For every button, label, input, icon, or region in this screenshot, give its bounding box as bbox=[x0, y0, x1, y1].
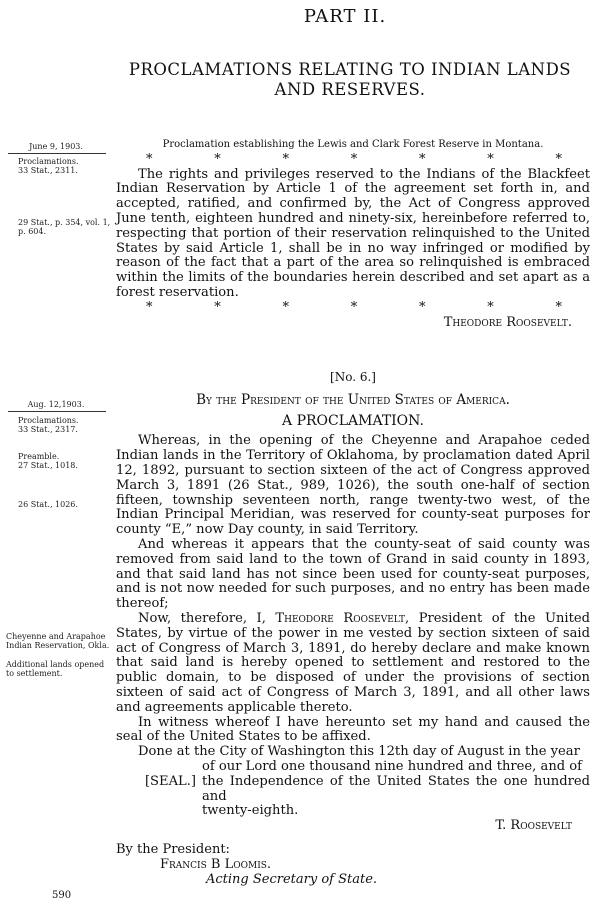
star: * bbox=[487, 151, 494, 167]
acting-secretary-title: Acting Secretary of State. bbox=[206, 872, 378, 887]
star: * bbox=[419, 151, 426, 167]
star: * bbox=[350, 151, 358, 167]
now-therefore-rest: , President of the United States, by virtue of the power in me vested by section sixteen of said act of Congress of March 3, 1891, do hereby declare and make known that said land is hereby opened to settlement and restored to the public domain, to be disposed of under the provisions of section sixteen of said act of Congress of March 3, 1891, and all other laws and agreements applicable thereto. bbox=[116, 610, 590, 715]
margin-additional-lands: Additional lands opened to settlement. bbox=[6, 660, 105, 678]
margin-ref-1: 29 Stat., p. 354, vol. 1, p. 604. bbox=[18, 218, 111, 236]
margin-proclamations-1: Proclamations. bbox=[18, 157, 79, 166]
seal-mark: [SEAL.] bbox=[144, 773, 196, 789]
done-at-line: Done at the City of Washington this 12th day of August in the year bbox=[138, 744, 580, 760]
section-forest-reserve bbox=[116, 138, 590, 330]
margin-preamble-ref: 27 Stat., 1018. bbox=[18, 461, 78, 470]
section-caption: Proclamation establishing the Lewis and Clark Forest Reserve in Montana. bbox=[162, 139, 544, 150]
margin-26-stat: 26 Stat., 1026. bbox=[18, 500, 78, 509]
margin-stat-2: 33 Stat., 2317. bbox=[18, 425, 78, 434]
star: * bbox=[555, 151, 562, 167]
now-therefore-paragraph bbox=[116, 612, 590, 716]
seal-line bbox=[116, 775, 590, 805]
signature-roosevelt-2: T. Roosevelt bbox=[495, 818, 572, 834]
asterism-bottom bbox=[116, 301, 590, 316]
star: * bbox=[350, 299, 358, 315]
star: * bbox=[419, 299, 426, 315]
by-the-president-heading: By the President of the United States of America. bbox=[196, 391, 510, 408]
margin-rule-2 bbox=[8, 411, 106, 412]
star: * bbox=[214, 151, 221, 167]
margin-stat-1: 33 Stat., 2311. bbox=[18, 166, 78, 175]
margin-cheyenne: Cheyenne and Arapahoe Indian Reservation, Okla. bbox=[6, 632, 110, 650]
star: * bbox=[487, 299, 494, 315]
star: * bbox=[282, 151, 289, 167]
and-whereas-paragraph: And whereas it appears that the county-seat of said county was removed from said land to the town of Grand in said county in 1893, and that said land has not since been used for county-seat purposes, and is not now needed for such purposes, and no entry has been made thereof; bbox=[116, 536, 590, 612]
proclamation-number: [No. 6.] bbox=[330, 370, 376, 384]
section-proclamation-6 bbox=[116, 370, 590, 834]
in-witness-paragraph: In witness whereof I have hereunto set my hand and caused the seal of the United States to be affixed. bbox=[116, 714, 590, 745]
done-at-line-2: of our Lord one thousand nine hundred and three, and of bbox=[202, 758, 583, 774]
star: * bbox=[146, 299, 153, 315]
margin-preamble: Preamble. bbox=[18, 452, 60, 461]
margin-date-aug: Aug. 12,1903. bbox=[27, 400, 85, 409]
main-title: PROCLAMATIONS RELATING TO INDIAN LANDS AND RESERVES. bbox=[128, 60, 572, 99]
margin-date-june: June 9, 1903. bbox=[29, 142, 83, 151]
now-therefore-start: Now, therefore, I, bbox=[138, 610, 276, 626]
by-the-president-line: By the President: bbox=[116, 842, 230, 857]
signature-roosevelt-1: Theodore Roosevelt. bbox=[443, 314, 572, 330]
a-proclamation-heading: A PROCLAMATION. bbox=[282, 412, 424, 429]
done-at-line-4: twenty-eighth. bbox=[202, 803, 299, 819]
president-name: Theodore Roosevelt bbox=[275, 610, 406, 626]
page-number: 590 bbox=[52, 890, 72, 901]
star: * bbox=[555, 299, 562, 315]
asterism-top bbox=[116, 153, 590, 168]
forest-reserve-paragraph: The rights and privileges reserved to the Indians of the Blackfeet Indian Reservation by Article 1 of the agreement set forth in, and accepted, ratified, and confirmed by, the Act of Congress approved June tenth, eighteen hundred and ninety-six, hereinbefore referred to, respecting that portion of their reservation relinquished to the United States by said Article 1, shall be in no way infringed or modified by reason of the fact that a part of the area so relinquished is embraced within the limits of the boundaries herein described and set apart as a forest reservation. bbox=[116, 166, 590, 300]
whereas-paragraph: Whereas, in the opening of the Cheyenne and Arapahoe ceded Indian lands in the Territory of Oklahoma, by proclamation dated April 12, 1892, pursuant to section sixteen of the act of Congress approved March 3, 1891 (26 Stat., 989, 1026), the south one-half of section fifteen, township seventeen north, range twenty-two west, of the Indian Principal Meridian, was reserved for county-seat purposes for county “E,” now Day county, in said Territory. bbox=[116, 433, 590, 538]
margin-rule-1 bbox=[8, 153, 106, 154]
star: * bbox=[282, 299, 289, 315]
part-title: PART II. bbox=[303, 6, 387, 27]
done-at-line-3: the Independence of the United States the one hundred and bbox=[202, 773, 590, 804]
margin-proclamations-2: Proclamations. bbox=[18, 416, 79, 425]
star: * bbox=[146, 151, 153, 167]
star: * bbox=[214, 299, 221, 315]
loomis-name: Francis B Loomis. bbox=[160, 857, 272, 872]
